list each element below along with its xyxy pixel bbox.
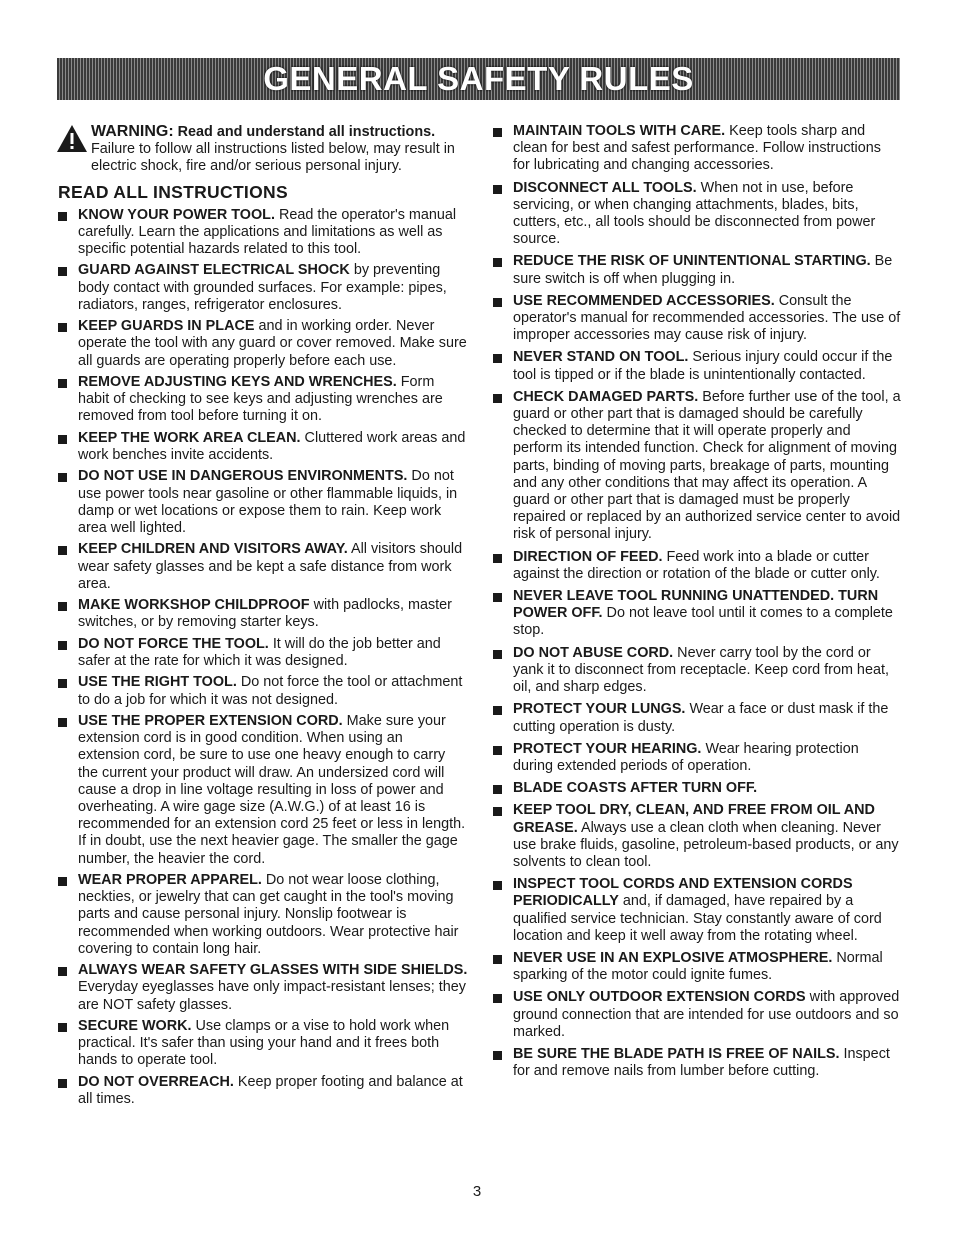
- rule-title: USE RECOMMENDED ACCESSORIES.: [513, 292, 775, 309]
- page-title: GENERAL SAFETY RULES: [263, 60, 694, 97]
- page-number: 3: [472, 1183, 482, 1200]
- rule-title: KEEP GUARDS IN PLACE: [78, 318, 255, 335]
- rule-title: BE SURE THE BLADE PATH IS FREE OF NAILS.: [513, 1045, 840, 1062]
- rule-text: Keep proper footing and balance at all times.: [78, 1073, 463, 1107]
- rule-workshop-childproof: [56, 597, 468, 631]
- rule-maintain-tools: [491, 123, 901, 175]
- rule-disconnect-all-tools: [491, 180, 901, 249]
- rule-know-your-power-tool: [56, 207, 468, 259]
- rule-text: Wear a face or dust mask if the cutting operation is dusty.: [513, 701, 889, 735]
- rule-title: DIRECTION OF FEED.: [513, 548, 663, 565]
- rule-title: USE ONLY OUTDOOR EXTENSION CORDS: [513, 989, 806, 1006]
- rule-recommended-accessories: [491, 293, 901, 345]
- bullet-icon: [58, 967, 67, 976]
- bullet-icon: [493, 1051, 502, 1060]
- rule-text: It will do the job better and safer at the rate for which it was designed.: [78, 635, 441, 669]
- rule-title: KNOW YOUR POWER TOOL.: [78, 206, 275, 223]
- rule-use-right-tool: [56, 674, 468, 708]
- bullet-icon: [58, 212, 67, 221]
- rule-title: USE THE RIGHT TOOL.: [78, 674, 237, 691]
- rule-do-not-abuse-cord: [491, 645, 901, 697]
- rule-title: NEVER LEAVE TOOL RUNNING UNATTENDED. TURN POWER OFF.: [513, 588, 879, 622]
- warning-block: [56, 123, 468, 176]
- rule-title: PROTECT YOUR HEARING.: [513, 740, 702, 757]
- rule-text: Use clamps or a vise to hold work when practical. It's safer than using your hand and it frees both hands to operate tool.: [78, 1017, 450, 1069]
- rule-wear-proper-apparel: [56, 872, 468, 958]
- rule-secure-work: [56, 1018, 468, 1070]
- bullet-icon: [493, 298, 502, 307]
- rule-text: Do not use power tools near gasoline or other flammable liquids, in damp or wet locations or expose them to rain. Keep work area well lighted.: [78, 468, 458, 536]
- bullet-icon: [58, 379, 67, 388]
- rule-text: Do not wear loose clothing, neckties, or jewelry that can get caught in the tool's moving parts and cause personal injury. Nonslip footwear is recommended when working outdoors. Wear protective hair covering to contain long hair.: [78, 871, 459, 957]
- bullet-icon: [58, 1023, 67, 1032]
- rule-keep-tool-dry: [491, 802, 901, 871]
- rule-text: All visitors should wear safety glasses and be kept a safe distance from work area.: [78, 541, 463, 592]
- rule-text: Consult the operator's manual for recommended accessories. The use of improper accessories may cause risk of injury.: [513, 292, 901, 344]
- rule-text: Inspect for and remove nails from lumber before cutting.: [513, 1045, 890, 1080]
- rule-text: Cluttered work areas and work benches invite accidents.: [78, 429, 466, 463]
- rule-title: KEEP TOOL DRY, CLEAN, AND FREE FROM OIL AND GREASE.: [513, 802, 875, 836]
- bullet-icon: [58, 641, 67, 650]
- rule-dangerous-environments: [56, 468, 468, 537]
- title-banner: [57, 58, 900, 100]
- rule-inspect-cords: [491, 876, 901, 945]
- rule-title: PROTECT YOUR LUNGS.: [513, 701, 686, 718]
- rule-remove-adjusting-keys: [56, 374, 468, 426]
- rule-title: KEEP THE WORK AREA CLEAN.: [78, 429, 301, 446]
- rule-never-leave-unattended: [491, 588, 901, 640]
- rule-do-not-force-tool: [56, 636, 468, 670]
- rule-do-not-overreach: [56, 1074, 468, 1108]
- bullet-icon: [493, 706, 502, 715]
- bullet-icon: [493, 593, 502, 602]
- rule-text: and, if damaged, have repaired by a qualified service technician. Stay constantly aware of cord location and keep it well away from the rotating wheel.: [513, 893, 882, 944]
- rule-title: MAINTAIN TOOLS WITH CARE.: [513, 123, 726, 139]
- rule-title: BLADE COASTS AFTER TURN OFF.: [513, 780, 758, 797]
- rule-never-stand-on-tool: [491, 349, 901, 383]
- rule-guard-against-electrical-shock: [56, 262, 468, 314]
- rule-text: with approved ground connection that are intended for use outdoors and so marked.: [513, 989, 900, 1040]
- warning-label: WARNING:: [91, 123, 174, 140]
- rule-title: DO NOT ABUSE CORD.: [513, 644, 674, 661]
- rule-text: When not in use, before servicing, or when changing attachments, blades, bits, cutters, etc., all tools should be disconnected from power source.: [513, 179, 876, 248]
- rule-title: USE THE PROPER EXTENSION CORD.: [78, 712, 343, 729]
- rule-direction-of-feed: [491, 549, 901, 583]
- rule-title: GUARD AGAINST ELECTRICAL SHOCK: [78, 262, 350, 279]
- rule-text: and in working order. Never operate the tool with any guard or cover removed. Make sure all guards are operating properly before each use.: [78, 318, 467, 369]
- rule-title: WEAR PROPER APPAREL.: [78, 871, 262, 888]
- rule-text: by preventing body contact with grounded surfaces. For example: pipes, radiators, ranges, refrigerator enclosures.: [78, 262, 447, 313]
- rule-explosive-atmosphere: [491, 950, 901, 984]
- rule-title: NEVER STAND ON TOOL.: [513, 349, 689, 366]
- bullet-icon: [493, 185, 502, 194]
- rule-title: DISCONNECT ALL TOOLS.: [513, 179, 697, 196]
- rule-keep-work-area-clean: [56, 430, 468, 464]
- rule-text: Read the operator's manual carefully. Learn the applications and limitations as well as specific potential hazards related to this tool.: [78, 206, 457, 258]
- rule-blade-path-free-of-nails: [491, 1046, 901, 1080]
- warning-triangle-icon: [56, 124, 88, 153]
- bullet-icon: [493, 881, 502, 890]
- bullet-icon: [58, 1079, 67, 1088]
- rule-text: Everyday eyeglasses have only impact-resistant lenses; they are NOT safety glasses.: [78, 979, 466, 1013]
- warning-text: Failure to follow all instructions listed below, may result in electric shock, fire and/or serious personal injury.: [91, 141, 455, 175]
- rule-text: Wear hearing protection during extended periods of operation.: [513, 740, 859, 774]
- bullet-icon: [493, 554, 502, 563]
- bullet-icon: [493, 128, 502, 137]
- warning-bold-text: Read and understand all instructions.: [177, 124, 436, 140]
- right-column: [491, 123, 901, 1085]
- rule-outdoor-extension-cords: [491, 989, 901, 1041]
- rule-children-and-visitors: [56, 541, 468, 593]
- rule-title: DO NOT OVERREACH.: [78, 1073, 234, 1090]
- rule-text: Serious injury could occur if the tool is tipped or if the blade is unintentionally contacted.: [513, 349, 893, 383]
- rule-title: MAKE WORKSHOP CHILDPROOF: [78, 597, 310, 614]
- rule-check-damaged-parts: [491, 389, 901, 544]
- bullet-icon: [493, 955, 502, 964]
- rule-text: Form habit of checking to see keys and adjusting wrenches are removed from tool before turning it on.: [78, 374, 443, 425]
- rule-title: ALWAYS WEAR SAFETY GLASSES WITH SIDE SHIELDS.: [78, 962, 468, 979]
- rule-protect-lungs: [491, 701, 901, 735]
- rule-blade-coasts: [491, 780, 901, 797]
- rule-text: Keep tools sharp and clean for best and safest performance. Follow instructions for lubricating and changing accessories.: [513, 123, 881, 174]
- rule-text: Never carry tool by the cord or yank it to disconnect from receptacle. Keep cord from heat, oil, and sharp edges.: [513, 644, 889, 696]
- bullet-icon: [58, 877, 67, 886]
- rule-title: SECURE WORK.: [78, 1017, 192, 1034]
- bullet-icon: [493, 807, 502, 816]
- rule-title: INSPECT TOOL CORDS AND EXTENSION CORDS PERIODICALLY: [513, 876, 853, 910]
- rule-text: Do not leave tool until it comes to a complete stop.: [513, 605, 893, 639]
- bullet-icon: [58, 267, 67, 276]
- bullet-icon: [493, 258, 502, 267]
- bullet-icon: [493, 785, 502, 794]
- rule-title: DO NOT FORCE THE TOOL.: [78, 635, 269, 652]
- rule-safety-glasses: [56, 962, 468, 1014]
- rule-text: Normal sparking of the motor could ignite fumes.: [513, 949, 883, 984]
- rule-proper-extension-cord: [56, 713, 468, 868]
- left-rules-list: [56, 207, 468, 1109]
- bullet-icon: [493, 354, 502, 363]
- rule-protect-hearing: [491, 741, 901, 775]
- rule-title: CHECK DAMAGED PARTS.: [513, 388, 699, 405]
- rule-text: Before further use of the tool, a guard or other part that is damaged should be carefully checked to determine that it will operate properly and perform its intended function. Check for alignment of moving parts, binding of moving parts, breakage of parts, mounting and any other conditions that may affect its operation. A guard or other part that is damaged must be properly repaired or replaced by an authorized service center to avoid risk of personal injury.: [513, 388, 901, 543]
- rule-text: Feed work into a blade or cutter against the direction or rotation of the blade or cutter only.: [513, 548, 880, 582]
- left-column: [56, 123, 468, 1112]
- bullet-icon: [58, 435, 67, 444]
- rule-title: KEEP CHILDREN AND VISITORS AWAY.: [78, 541, 348, 558]
- bullet-icon: [493, 746, 502, 755]
- bullet-icon: [493, 994, 502, 1003]
- rule-title: DO NOT USE IN DANGEROUS ENVIRONMENTS.: [78, 468, 408, 485]
- rule-text: Be sure switch is off when plugging in.: [513, 253, 893, 287]
- rule-text: with padlocks, master switches, or by removing starter keys.: [78, 597, 452, 631]
- rule-text: Do not force the tool or attachment to do a job for which it was not designed.: [78, 674, 463, 708]
- bullet-icon: [493, 650, 502, 659]
- bullet-icon: [58, 546, 67, 555]
- bullet-icon: [58, 602, 67, 611]
- rule-title: REDUCE THE RISK OF UNINTENTIONAL STARTING.: [513, 253, 871, 270]
- rule-text: Make sure your extension cord is in good condition. When using an extension cord, be sure to use one heavy enough to carry the current your product will draw. An undersized cord will cause a drop in line voltage resulting in loss of power and overheating. A wire gage size (A.W.G.) of at least 16 is recommended for an extension cord 25 feet or less in length. If in doubt, use the next heavier gage. The smaller the gage number, the heavier the cord.: [78, 712, 466, 867]
- rule-reduce-risk-starting: [491, 253, 901, 287]
- bullet-icon: [58, 679, 67, 688]
- rule-title: REMOVE ADJUSTING KEYS AND WRENCHES.: [78, 374, 397, 390]
- bullet-icon: [493, 394, 502, 403]
- section-heading: READ ALL INSTRUCTIONS: [58, 181, 288, 202]
- rule-keep-guards-in-place: [56, 318, 468, 370]
- rule-title: NEVER USE IN AN EXPLOSIVE ATMOSPHERE.: [513, 949, 833, 966]
- bullet-icon: [58, 473, 67, 482]
- bullet-icon: [58, 718, 67, 727]
- bullet-icon: [58, 323, 67, 332]
- rule-text: Always use a clean cloth when cleaning. Never use brake fluids, gasoline, petroleum-based products, or any solvents to clean tool.: [513, 819, 899, 870]
